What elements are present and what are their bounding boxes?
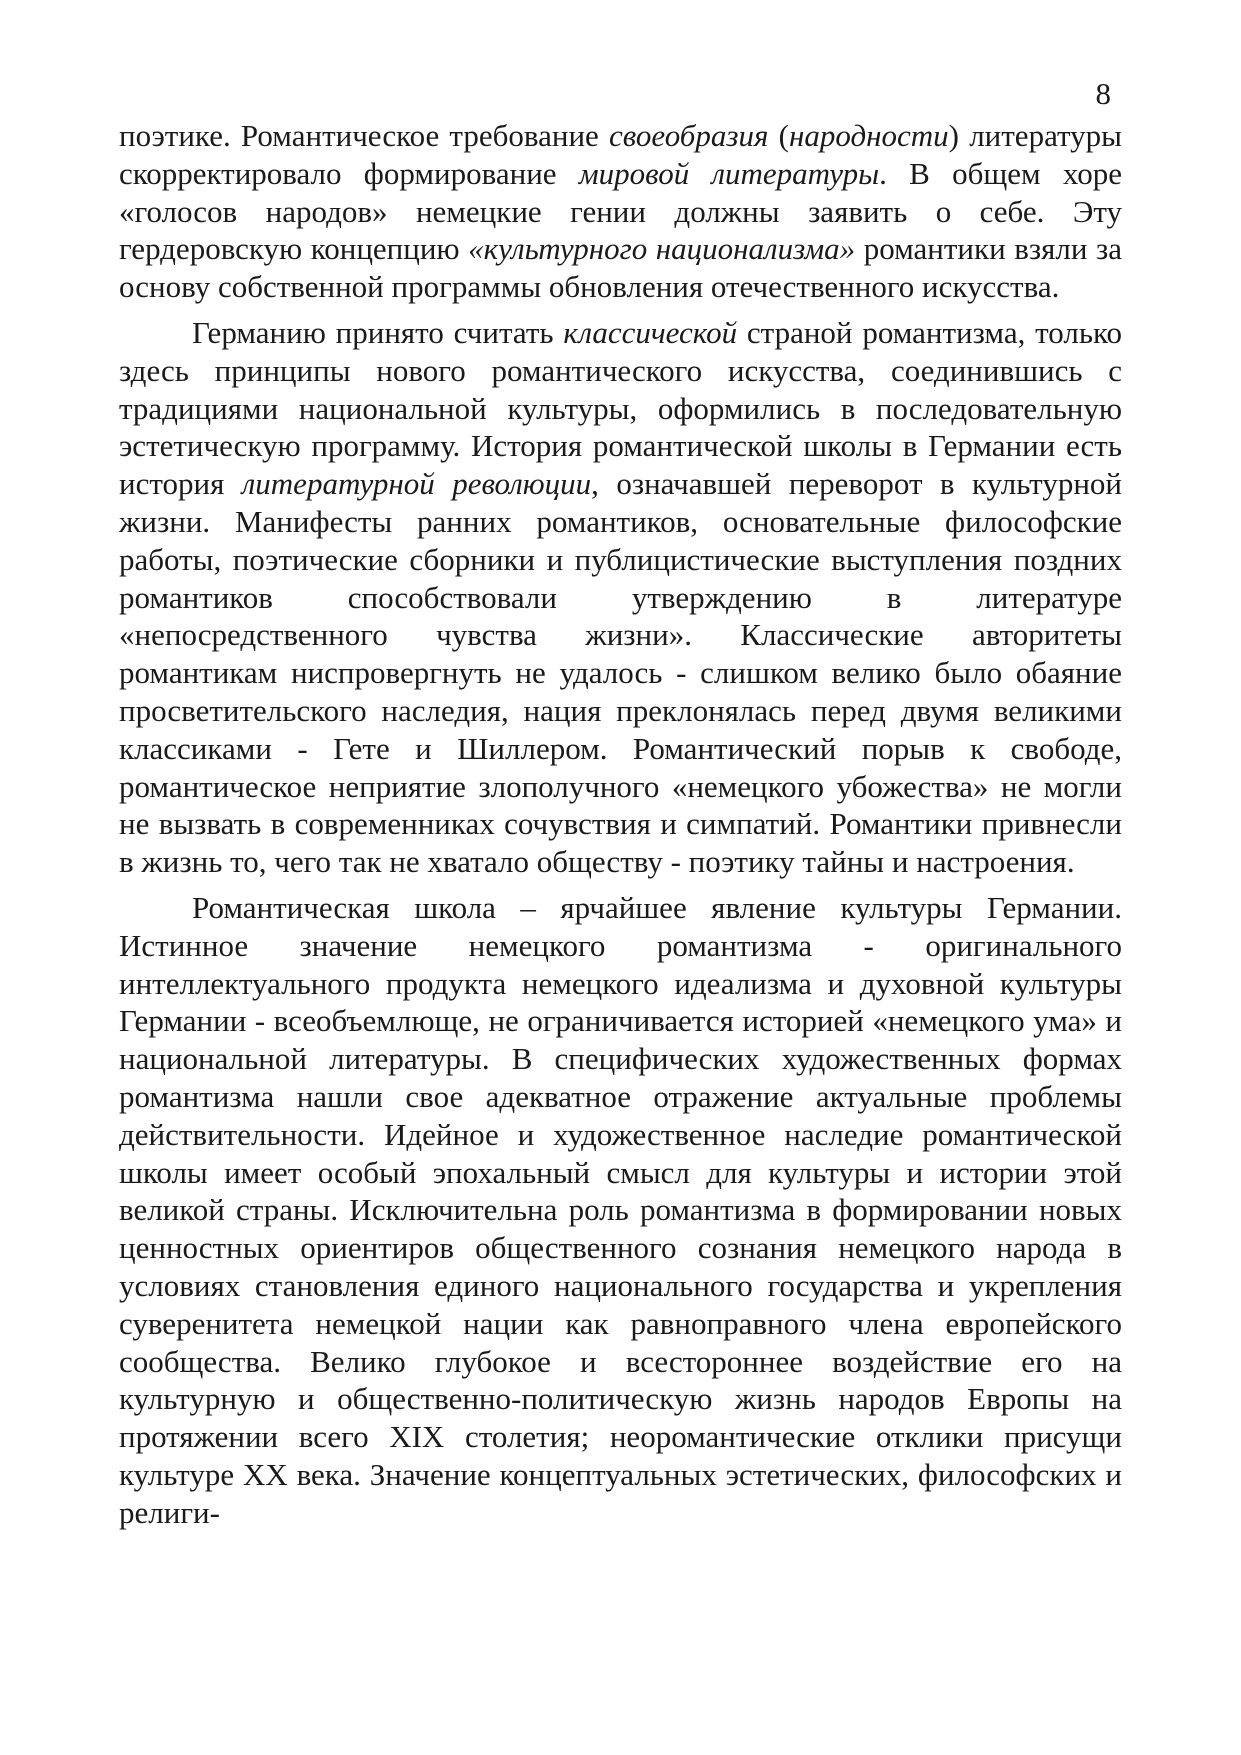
italic-term: народности [788, 118, 949, 153]
italic-term: своеобразия [609, 118, 769, 153]
italic-term: мировой литературы [578, 155, 880, 191]
text-segment: романтики взяли за основу собственной программы обновления отечественного искусства. [119, 231, 1122, 305]
text-segment: , означавшей переворот в культурной жизни. Манифесты ранних романтиков, основательные философские работы, поэтические сборники и публицистические выступления поздних романтиков способствовали утверждению в литературе «непосредственного чувства жизни». Классические авторитеты романтикам ниспровергнуть не удалось - слишком велико было обаяние просветительского наследия, нация преклонялась перед двумя великими классиками - Гете и Шиллером. Романтический порыв к свободе, романтическое неприятие злополучного «немецкого убожества» не могли не вызвать в современниках сочувствия и симпатий. Романтики привнесли в жизнь то, чего так не хватало обществу - поэтику тайны и настроения. [119, 466, 1123, 880]
text-segment: ( [768, 118, 789, 153]
text-segment: Романтическая школа – ярчайшее явление культуры Германии. Истинное значение немецкого романтизма - оригинального интеллектуального продукта немецкого идеализма и духовной культуры Германии - всеобъемлюще, не ограничивается историей «немецкого ума» и национальной литературы. В специфических художественных формах романтизма нашли свое адекватное отражение актуальные проблемы действительности. Идейное и художественное наследие романтической школы имеет особый эпохальный смысл для культуры и истории этой великой страны. Исключительна роль романтизма в формировании новых ценностных ориентиров общественного сознания немецкого народа в условиях становления единого национального государства и укрепления суверенитета немецкой нации как равноправного члена европейского сообщества. Велико глубокое и всестороннее воздействие его на культурную и общественно-политическую жизнь народов Европы на протяжении всего XIX столетия; неоромантические отклики присущи культуре XX века. Значение концептуальных эстетических, философских и религи- [119, 889, 1122, 1530]
italic-term: литературной революции [241, 466, 592, 502]
paragraph-2 [119, 314, 1122, 881]
page-number: 8 [1095, 76, 1111, 111]
text-segment: ) литературы скорректировало формирование [119, 118, 1122, 191]
paragraph-3 [119, 889, 1122, 1532]
body-text [119, 117, 1122, 1539]
italic-term: классической [563, 314, 738, 350]
text-segment: . В общем хоре «голосов народов» немецкие гении должны заявить о себе. Эту гердеровскую концепцию [119, 155, 1122, 267]
text-segment: Германию принято считать [192, 314, 564, 350]
text-segment: поэтике. Романтическое требование [119, 118, 610, 153]
italic-term: «культурного национализма» [468, 231, 856, 267]
paragraph-1 [119, 117, 1122, 306]
text-segment: страной романтизма, только здесь принципы нового романтического искусства, соединившись с традициями национальной культуры, оформились в последовательную эстетическую программу. История романтической школы в Германии есть история [119, 314, 1122, 502]
